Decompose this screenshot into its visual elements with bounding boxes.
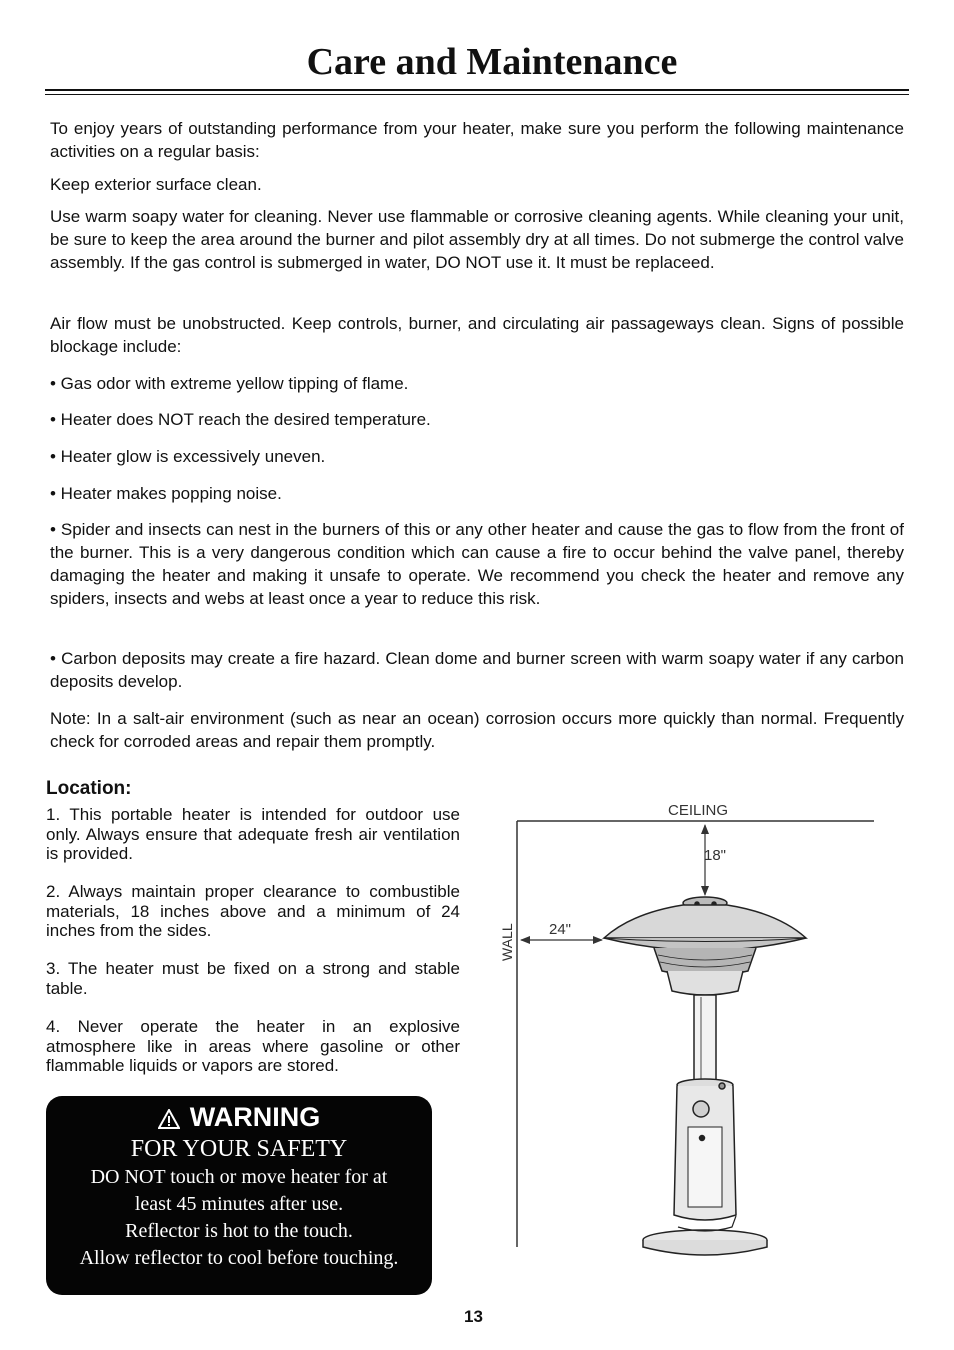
- warning-triangle-icon: [158, 1109, 180, 1129]
- title-rule-thin: [45, 94, 909, 95]
- location-item: 3. The heater must be fixed on a strong and stable table.: [46, 959, 460, 998]
- warning-heading: WARNING: [189, 1102, 321, 1132]
- warning-line: Reflector is hot to the touch.: [125, 1220, 353, 1242]
- arrow-head-icon: [701, 824, 709, 834]
- warning-line: DO NOT touch or move heater for at: [90, 1166, 388, 1188]
- side-clearance-label: 24": [549, 921, 572, 938]
- salt-air-note: Note: In a salt-air environment (such as near an ocean) corrosion occurs more quickly than normal. Frequently check for corroded areas and repair them promptly.: [50, 709, 904, 751]
- blockage-bullet: • Heater makes popping noise.: [50, 484, 282, 503]
- arrow-head-icon: [701, 886, 709, 896]
- cleaning-paragraph: Use warm soapy water for cleaning. Never use flammable or corrosive cleaning agents. While cleaning your unit, be sure to keep the area around the burner and pilot assembly dry at all times. Do not submerge the control valve assembly. If the gas control is submerged in water, DO NOT use it. It must be replaceed.: [50, 207, 904, 272]
- blockage-bullet: • Heater does NOT reach the desired temperature.: [50, 410, 431, 429]
- location-heading: Location:: [46, 778, 132, 799]
- air-flow-paragraph: Air flow must be unobstructed. Keep controls, burner, and circulating air passageways clean. Signs of possible blockage include:: [50, 314, 904, 356]
- ceiling-label: CEILING: [668, 802, 729, 819]
- warning-box: [46, 1096, 432, 1295]
- title-rule-thick: [45, 89, 909, 91]
- page-title: Care and Maintenance: [306, 41, 678, 83]
- blockage-bullet: • Gas odor with extreme yellow tipping of flame.: [50, 374, 409, 393]
- blockage-bullet: • Heater glow is excessively uneven.: [50, 447, 326, 466]
- carbon-bullet: • Carbon deposits may create a fire hazard. Clean dome and burner screen with warm soapy water if any carbon deposits develop.: [50, 649, 904, 691]
- arrow-head-icon: [593, 936, 603, 944]
- clearance-diagram: [492, 795, 884, 1270]
- warning-line: Allow reflector to cool before touching.: [79, 1247, 399, 1269]
- location-item: 2. Always maintain proper clearance to combustible materials, 18 inches above and a minimum of 24 inches from the sides.: [46, 882, 460, 940]
- warning-subheading: FOR YOUR SAFETY: [130, 1136, 348, 1162]
- wall-label: WALL: [499, 923, 515, 961]
- arrow-head-icon: [520, 936, 530, 944]
- warning-line: least 45 minutes after use.: [134, 1193, 344, 1215]
- location-item: 1. This portable heater is intended for outdoor use only. Always ensure that adequate fresh air ventilation is provided.: [46, 805, 460, 863]
- top-clearance-label: 18": [704, 847, 727, 864]
- location-item: 4. Never operate the heater in an explosive atmosphere like in areas where gasoline or other flammable liquids or vapors are stored.: [46, 1017, 460, 1075]
- patio-heater-illustration: [604, 897, 806, 1255]
- intro-paragraph: To enjoy years of outstanding performance from your heater, make sure you perform the following maintenance activities on a regular basis:: [50, 119, 904, 161]
- page-number: 13: [464, 1307, 483, 1326]
- keep-clean-paragraph: Keep exterior surface clean.: [50, 175, 262, 194]
- spider-bullet: • Spider and insects can nest in the burners of this or any other heater and cause the gas to flow from the front of the burner. This is a very dangerous condition which can cause a fire to occur behind the valve panel, thereby damaging the heater and making it unsafe to operate. We recommend you check the heater and remove any spiders, insects and webs at least once a year to reduce this risk.: [50, 520, 904, 608]
